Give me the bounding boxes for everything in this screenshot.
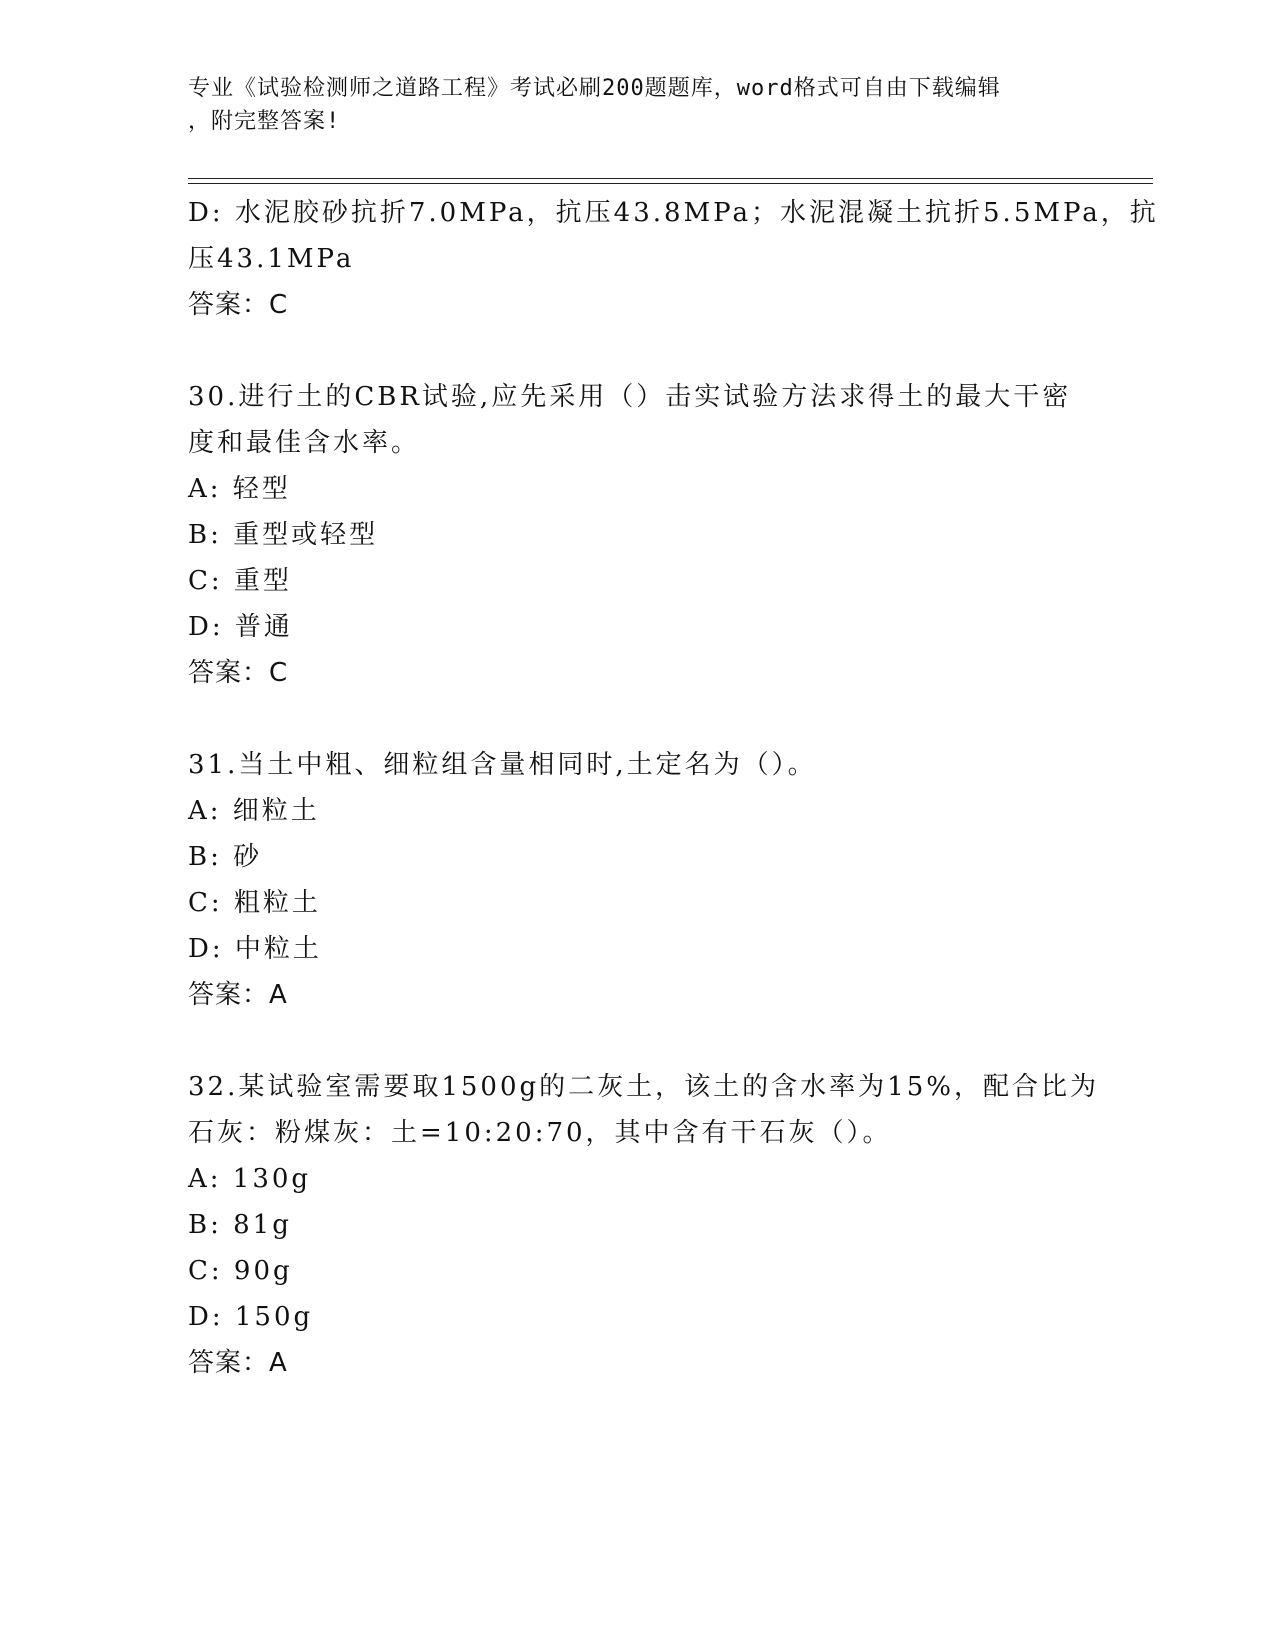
question-stem-continued: 度和最佳含水率。: [188, 428, 421, 458]
question-31: [188, 742, 1088, 1018]
spacer: [188, 1018, 1088, 1064]
header-divider-top: [188, 178, 1153, 179]
option-b: B: 砂: [188, 842, 263, 872]
question-stem: 32.某试验室需要取1500g的二灰土，该土的含水率为15%，配合比为: [188, 1072, 1099, 1102]
spacer: [188, 328, 1088, 374]
option-c: C: 粗粒土: [188, 888, 321, 918]
option-b: B: 81g: [188, 1210, 292, 1240]
answer-line: 答案：A: [188, 1348, 288, 1378]
option-b: B: 重型或轻型: [188, 520, 379, 550]
question-29-tail: [188, 190, 1159, 328]
question-stem-continued: 石灰：粉煤灰：土=10:20:70，其中含有干石灰（）。: [188, 1118, 892, 1148]
question-stem: 31.当土中粗、细粒组含量相同时,土定名为（）。: [188, 750, 817, 780]
header-title-line2: ，附完整答案!: [188, 109, 341, 134]
option-a: A: 130g: [188, 1164, 312, 1194]
option-a: A: 轻型: [188, 474, 291, 504]
question-32: [188, 1064, 1099, 1386]
option-d-continued: 压43.1MPa: [188, 244, 355, 274]
question-30: [188, 374, 1088, 696]
header-divider-bottom: [188, 183, 1153, 184]
spacer: [188, 696, 1088, 742]
option-d: D: 普通: [188, 612, 293, 642]
answer-line: 答案：C: [188, 658, 289, 688]
option-c: C: 重型: [188, 566, 292, 596]
option-d: D: 中粒土: [188, 934, 322, 964]
answer-line: 答案：A: [188, 980, 288, 1010]
option-d: D: 150g: [188, 1302, 314, 1332]
question-list: [188, 190, 1159, 1386]
header-title-line1: 专业《试验检测师之道路工程》考试必刷200题题库，word格式可自由下载编辑: [188, 76, 1001, 101]
option-a: A: 细粒土: [188, 796, 320, 826]
answer-line: 答案：C: [188, 290, 289, 320]
option-c: C: 90g: [188, 1256, 293, 1286]
question-stem: 30.进行土的CBR试验,应先采用（）击实试验方法求得土的最大干密: [188, 382, 1072, 412]
option-d: D: 水泥胶砂抗折7.0MPa，抗压43.8MPa；水泥混凝土抗折5.5MPa，抗: [188, 198, 1159, 228]
document-header: [188, 72, 1088, 138]
